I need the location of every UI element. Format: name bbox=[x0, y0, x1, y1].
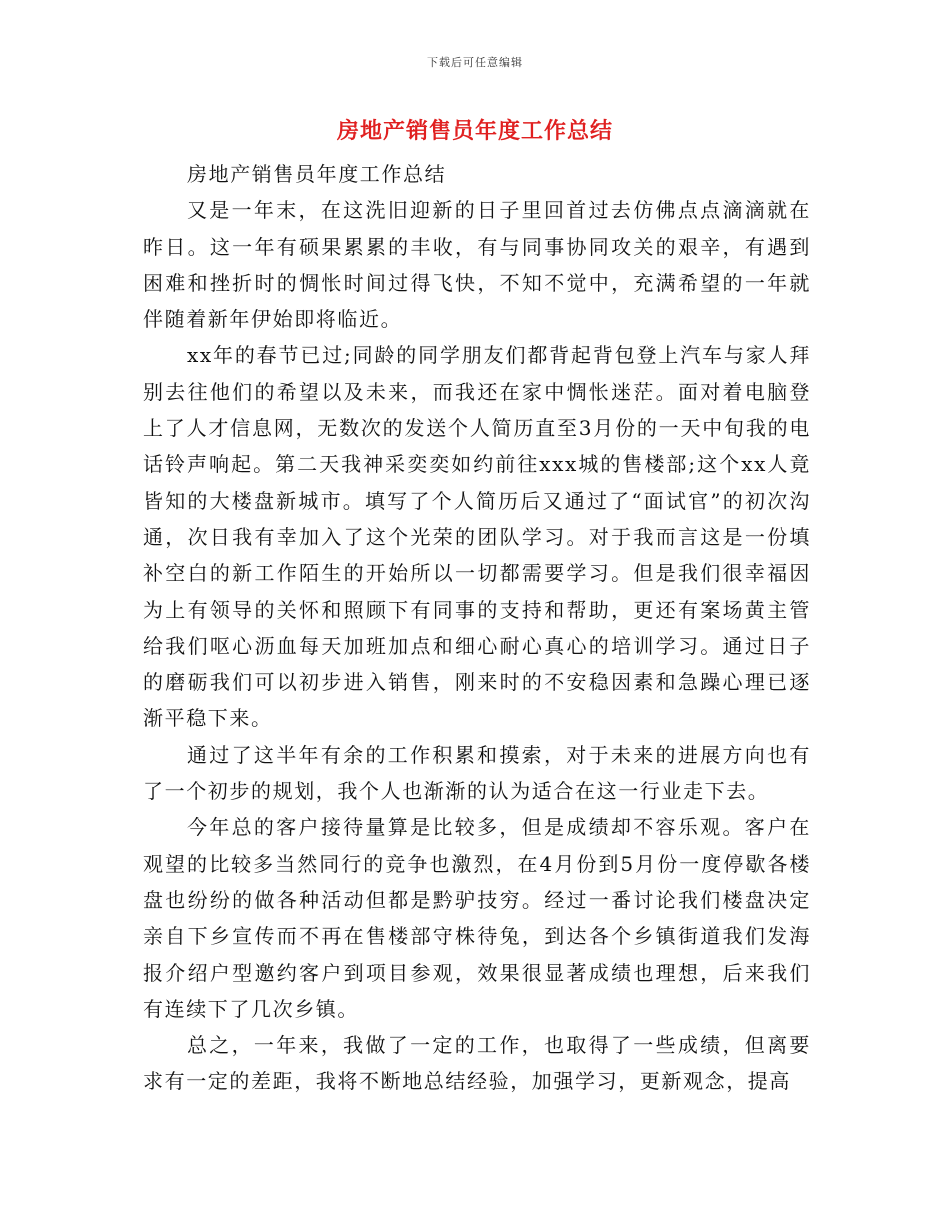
paragraph: 今年总的客户接待量算是比较多，但是成绩却不容乐观。客户在观望的比较多当然同行的竞争也激烈，在4月份到5月份一度停歇各楼盘也纷纷的做各种活动但都是黔驴技穷。经过一番讨论我们楼盘决定亲自下乡宣传而不再在售楼部守株待兔，到达各个乡镇街道我们发海报介绍户型邀约客户到项目参观，效果很显著成绩也理想，后来我们有连续下了几次乡镇。 bbox=[143, 815, 811, 1021]
paragraph-subtitle: 房地产销售员年度工作总结 bbox=[187, 162, 447, 186]
paragraph: 又是一年末，在这洗旧迎新的日子里回首过去仿佛点点滴滴就在昨日。这一年有硕果累累的丰收，有与同事协同攻关的艰辛，有遇到困难和挫折时的惆怅时间过得飞快，不知不觉中，充满希望的一年就伴随着新年伊始即将临近。 bbox=[143, 198, 811, 332]
document-title: 房地产销售员年度工作总结 bbox=[336, 119, 613, 144]
header-note: 下载后可任意编辑 bbox=[427, 56, 523, 69]
document-body bbox=[143, 156, 811, 1100]
paragraph: 总之，一年来，我做了一定的工作，也取得了一些成绩，但离要求有一定的差距，我将不断地总结经验，加强学习，更新观念，提高 bbox=[143, 1033, 811, 1094]
paragraph: xx年的春节已过;同龄的同学朋友们都背起背包登上汽车与家人拜别去往他们的希望以及未来，而我还在家中惆怅迷茫。面对着电脑登上了人才信息网，无数次的发送个人简历直至3月份的一天中旬我的电话铃声响起。第二天我神采奕奕如约前往xxx城的售楼部;这个xx人竟皆知的大楼盘新城市。填写了个人简历后又通过了“面试官”的初次沟通，次日我有幸加入了这个光荣的团队学习。对于我而言这是一份填补空白的新工作陌生的开始所以一切都需要学习。但是我们很幸福因为上有领导的关怀和照顾下有同事的支持和帮助，更还有案场黄主管给我们呕心沥血每天加班加点和细心耐心真心的培训学习。通过日子的磨砺我们可以初步进入销售，刚来时的不安稳因素和急躁心理已逐渐平稳下来。 bbox=[143, 343, 811, 731]
paragraph: 通过了这半年有余的工作积累和摸索，对于未来的进展方向也有了一个初步的规划，我个人也渐渐的认为适合在这一行业走下去。 bbox=[143, 742, 811, 804]
